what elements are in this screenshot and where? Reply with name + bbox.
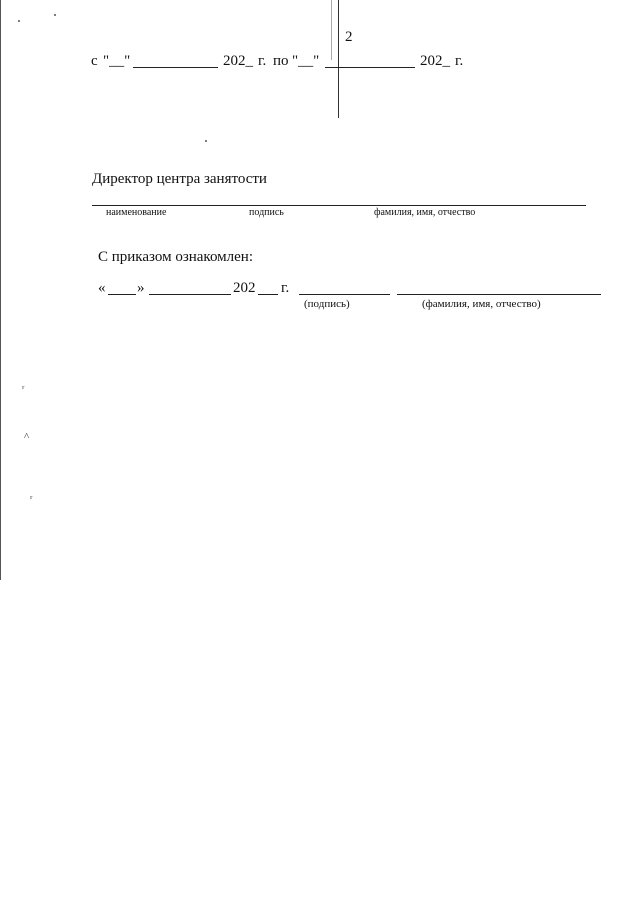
acquaint-year-blank	[258, 294, 278, 295]
acquaint-signature-line	[299, 294, 390, 295]
period-to-prefix: по	[273, 53, 289, 69]
acquaint-caption-signature: (подпись)	[304, 298, 350, 310]
acquaint-year: 202	[233, 280, 256, 296]
acquaint-title: С приказом ознакомлен:	[98, 249, 254, 265]
director-caption-signature: подпись	[249, 207, 284, 218]
period-from-day: "__"	[103, 53, 131, 69]
acquaint-fullname-line	[397, 294, 601, 295]
acquaint-close-quote: »	[137, 280, 145, 296]
director-caption-fullname: фамилия, имя, отчество	[374, 207, 476, 218]
director-caption-name: наименование	[106, 207, 167, 218]
scan-left-edge	[0, 0, 1, 580]
scan-mark: ᵣ	[30, 489, 33, 501]
period-year-abbr-2: г.	[455, 53, 464, 69]
scan-fold-line	[338, 0, 339, 118]
acquaint-caption-fullname: (фамилия, имя, отчество)	[422, 298, 541, 310]
scan-speck	[18, 20, 20, 22]
director-signature-line	[92, 205, 586, 206]
period-year-abbr-1: г.	[258, 53, 267, 69]
scan-mark: ᵣ	[22, 379, 25, 391]
period-from-year: 202_	[223, 53, 253, 69]
scan-speck	[205, 140, 207, 142]
period-to-year: 202_	[420, 53, 450, 69]
scan-mark: ^	[24, 431, 30, 443]
period-to-day: "__"	[292, 53, 320, 69]
period-to-month-blank	[325, 67, 415, 68]
acquaint-open-quote: «	[98, 280, 106, 296]
director-title: Директор центра занятости	[92, 171, 267, 187]
acquaint-day-blank	[108, 294, 136, 295]
period-from-month-blank	[133, 67, 218, 68]
period-from-prefix: с	[91, 53, 98, 69]
acquaint-month-blank	[149, 294, 231, 295]
page-number: 2	[345, 29, 353, 45]
scan-fold-line-2	[331, 0, 332, 60]
acquaint-year-abbr: г.	[281, 280, 290, 296]
scan-speck	[54, 14, 56, 16]
